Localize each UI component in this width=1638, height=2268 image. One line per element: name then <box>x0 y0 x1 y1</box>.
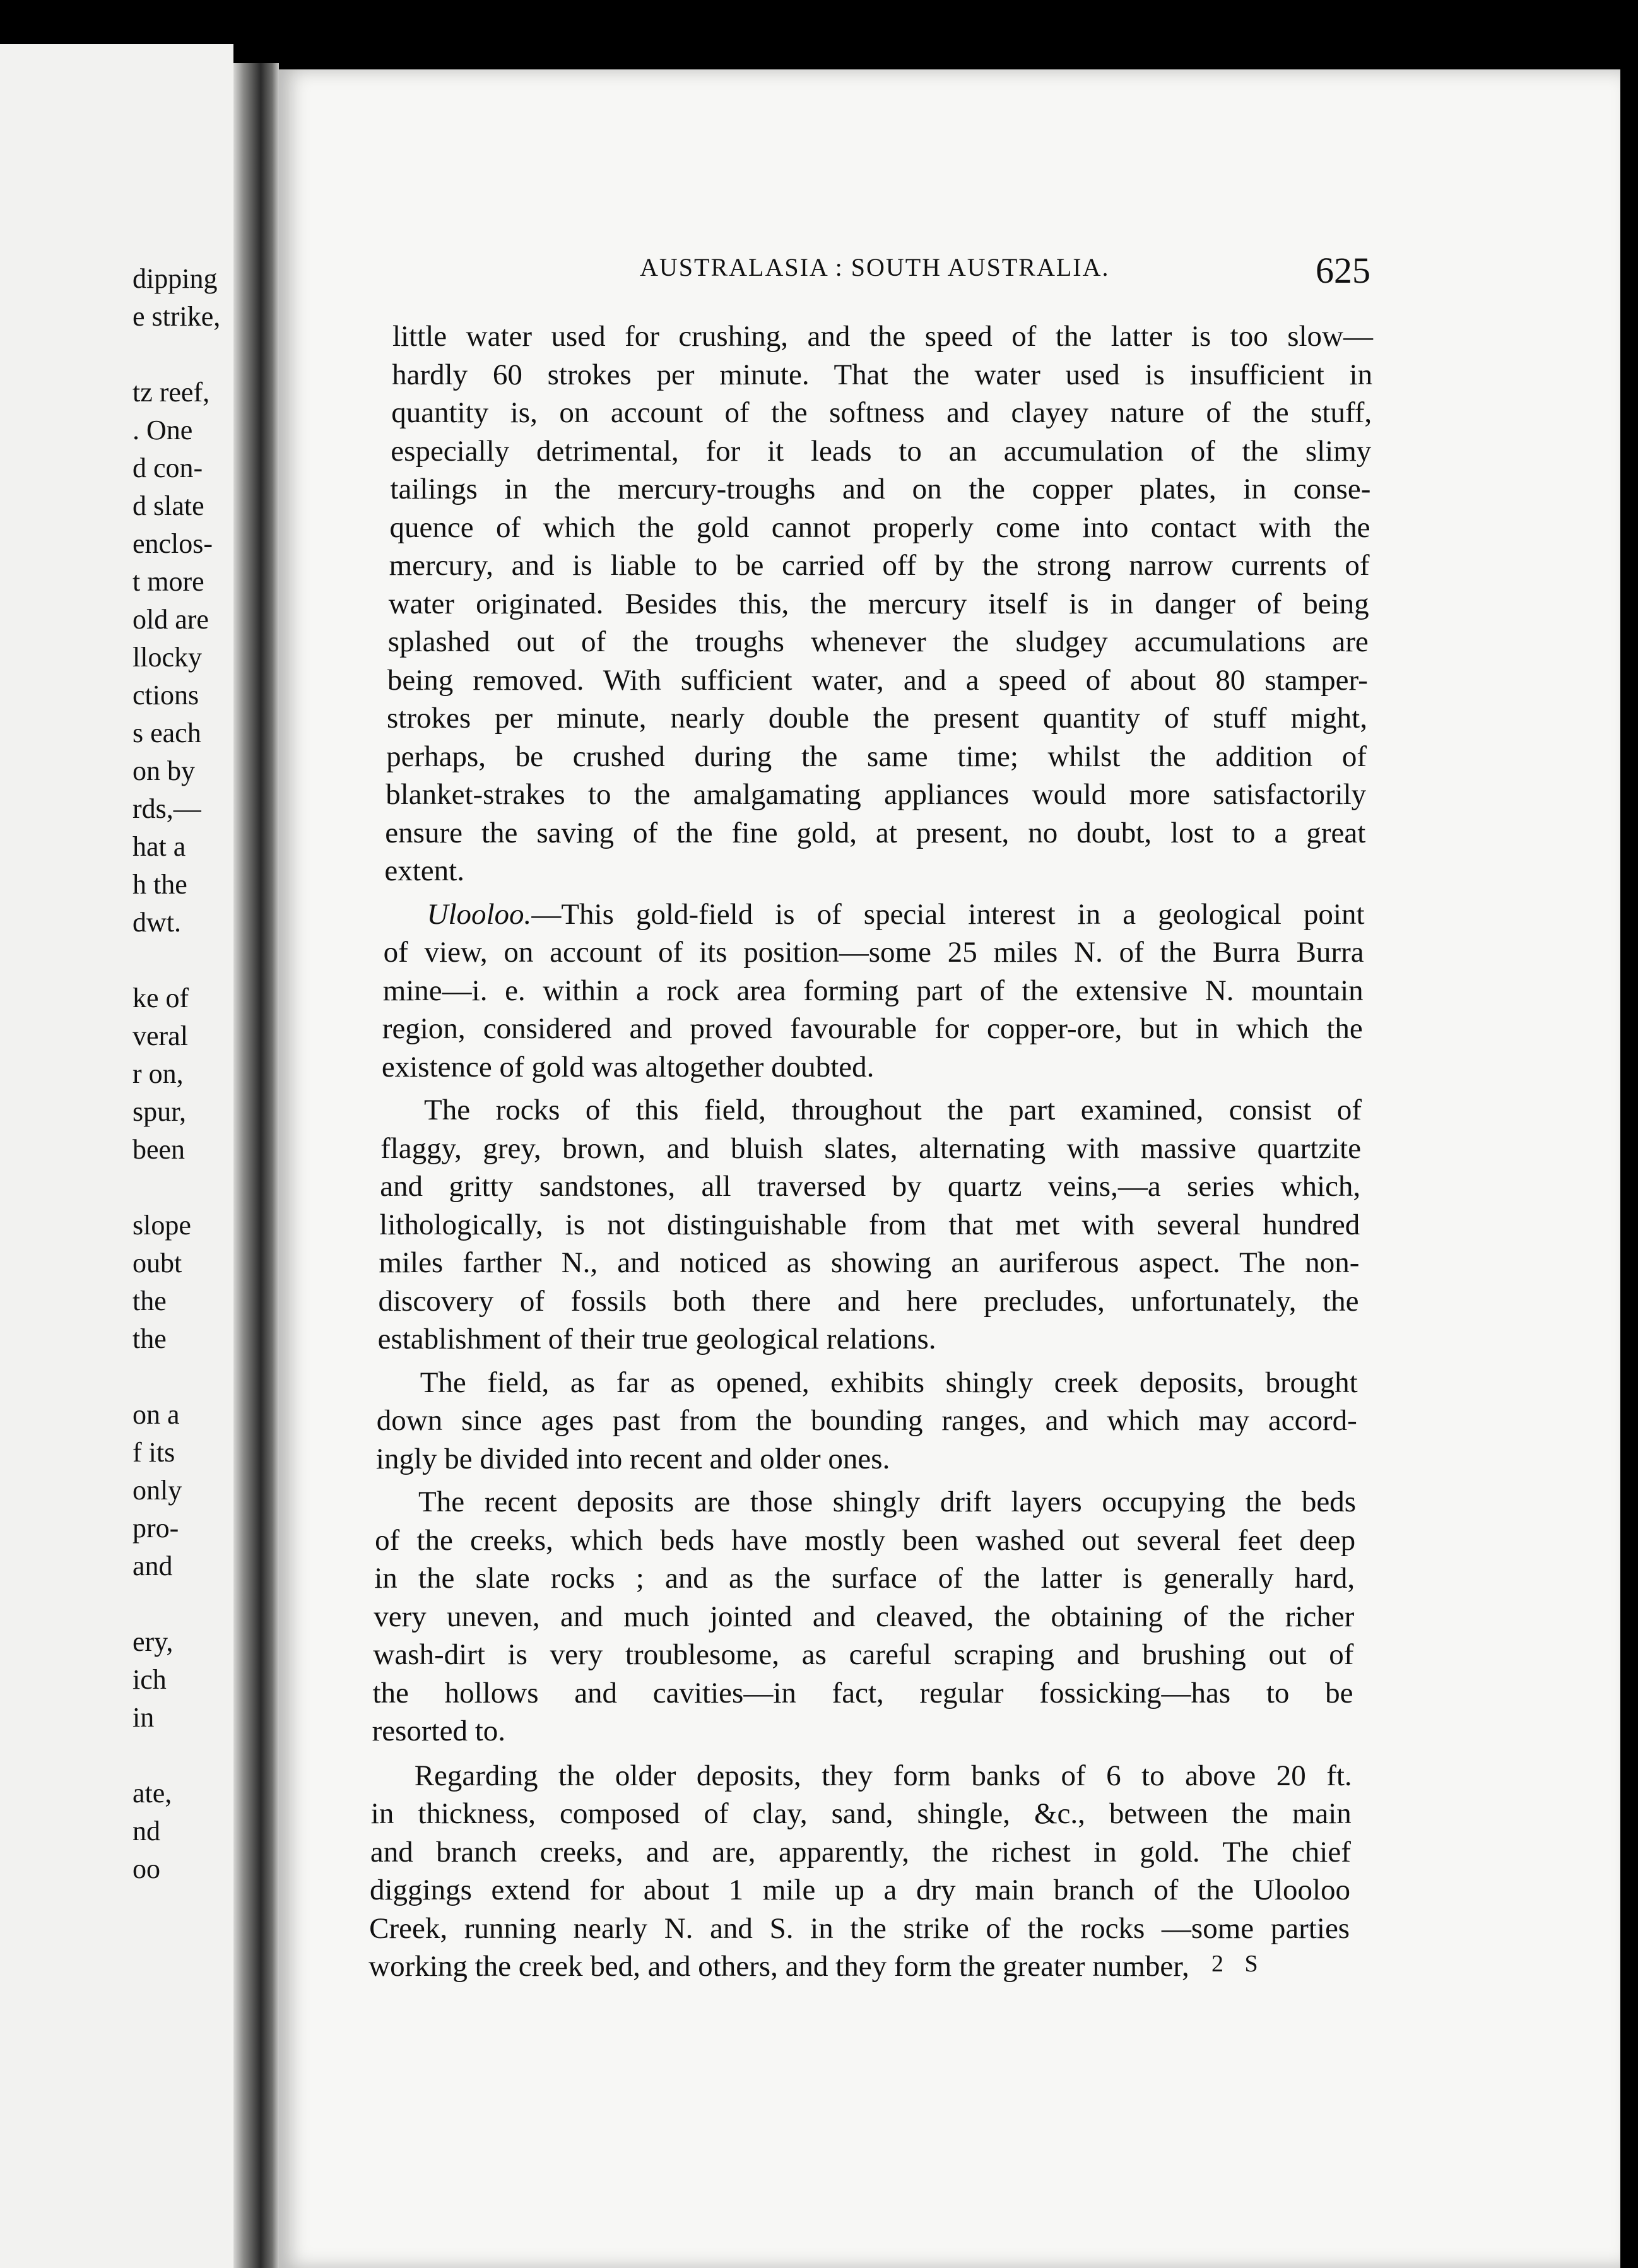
facing-page-line: f its <box>133 1437 175 1468</box>
facing-page-line: ich <box>133 1664 167 1695</box>
text-line: the hollows and cavities—in fact, regular fossicking—has to be <box>372 1676 1353 1710</box>
facing-page-fragment <box>0 44 233 2268</box>
text-line: being removed. With sufficient water, and a speed of about 80 stamper- <box>387 663 1368 697</box>
text-line: mercury, and is liable to be carried off by the strong narrow currents of <box>389 549 1370 582</box>
text-line: miles farther N., and noticed as showing an auriferous aspect. The non- <box>379 1246 1360 1279</box>
text-line: quantity is, on account of the softness and clayey nature of the stuff, <box>391 396 1372 429</box>
text-line: ensure the saving of the fine gold, at present, no doubt, lost to a great <box>385 816 1366 849</box>
facing-page-line: the <box>133 1285 167 1316</box>
text-line: The recent deposits are those shingly drift layers occupying the beds <box>418 1485 1356 1518</box>
facing-page-line: d slate <box>133 490 204 521</box>
text-line: working the creek bed, and others, and they form the greater number, <box>368 1950 1189 1983</box>
text-line: hardly 60 strokes per minute. That the water used is insufficient in <box>392 358 1373 391</box>
text-line: and gritty sandstones, all traversed by quartz veins,—a series which, <box>380 1170 1361 1203</box>
section-title: Ulooloo. <box>427 897 532 931</box>
text-line: Creek, running nearly N. and S. in the strike of the rocks —some parties <box>369 1911 1350 1945</box>
facing-page-line: r on, <box>133 1058 184 1089</box>
running-head: AUSTRALASIA : SOUTH AUSTRALIA. <box>640 253 1110 281</box>
facing-page-line: e strike, <box>133 301 221 332</box>
facing-page-line: ery, <box>133 1626 174 1657</box>
text-line: extent. <box>384 854 464 887</box>
facing-page-line: dipping <box>133 263 218 294</box>
facing-page-line: and <box>133 1550 173 1581</box>
text-line: in the slate rocks ; and as the surface of the latter is generally hard, <box>374 1562 1355 1595</box>
text-line: of view, on account of its position—some 25 miles N. of the Burra Burra <box>383 936 1364 969</box>
text-line: existence of gold was altogether doubted. <box>381 1050 875 1084</box>
text-line: in thickness, composed of clay, sand, shingle, &c., between the main <box>370 1797 1352 1830</box>
text-line <box>427 897 1365 931</box>
text-line: wash-dirt is very troublesome, as careful scraping and brushing out of <box>373 1638 1354 1671</box>
text-line: blanket-strakes to the amalgamating appliances would more satisfactorily <box>386 778 1367 811</box>
text-line: resorted to. <box>372 1715 506 1747</box>
facing-page-line: spur, <box>133 1096 187 1127</box>
book-gutter <box>233 63 279 2268</box>
text-line: flaggy, grey, brown, and bluish slates, alternating with massive quartzite <box>380 1131 1362 1165</box>
text-line: ingly be divided into recent and older ones. <box>375 1442 890 1475</box>
facing-page-line: llocky <box>133 642 202 673</box>
text-line: The rocks of this field, throughout the part examined, consist of <box>424 1094 1362 1126</box>
text-line: very uneven, and much jointed and cleaved, the obtaining of the richer <box>374 1600 1355 1633</box>
text-line: diggings extend for about 1 mile up a dry main branch of the Ulooloo <box>370 1874 1350 1906</box>
facing-page-line: . One <box>133 415 193 446</box>
facing-page-line: oo <box>133 1853 160 1884</box>
facing-page-line: dwt. <box>133 907 181 938</box>
text-line: splashed out of the troughs whenever the sludgey accumulations are <box>387 625 1369 658</box>
facing-page-line: ate, <box>133 1778 172 1809</box>
text-line: lithologically, is not distinguishable from that met with several hundred <box>379 1208 1360 1241</box>
text-line: Regarding the older deposits, they form banks of 6 to above 20 ft. <box>414 1759 1352 1792</box>
text-line: mine—i. e. within a rock area forming part of the extensive N. mountain <box>382 974 1364 1007</box>
facing-page-line: only <box>133 1475 182 1506</box>
text-line: The field, as far as opened, exhibits shingly creek deposits, brought <box>420 1366 1358 1399</box>
facing-page-line: in <box>133 1702 155 1733</box>
facing-page-line: on a <box>133 1399 180 1430</box>
text-line: strokes per minute, nearly double the present quantity of stuff might, <box>387 702 1367 735</box>
text-line: establishment of their true geological relations. <box>377 1323 936 1355</box>
facing-page-line: rds,— <box>133 793 201 824</box>
facing-page-line: tz reef, <box>133 377 210 408</box>
facing-page-line: s each <box>133 718 201 748</box>
text-line: discovery of fossils both there and here precludes, unfortunately, the <box>378 1284 1359 1318</box>
text-line: region, considered and proved favourable for copper-ore, but in which the <box>382 1012 1363 1045</box>
text-line: and branch creeks, and are, apparently, the richest in gold. The chief <box>370 1835 1351 1869</box>
facing-page-line: oubt <box>133 1248 182 1279</box>
text-line: tailings in the mercury-troughs and on the copper plates, in conse- <box>390 473 1371 505</box>
facing-page-line: been <box>133 1134 186 1165</box>
text-line: water originated. Besides this, the mercury itself is in danger of being <box>388 587 1369 620</box>
facing-page-line: enclos- <box>133 528 213 559</box>
text-line: quence of which the gold cannot properly come into contact with the <box>389 511 1370 544</box>
text-line-content: —This gold-field is of special interest in a geological point <box>531 897 1365 931</box>
text-line: down since ages past from the bounding ranges, and which may accord- <box>376 1404 1357 1437</box>
text-line: little water used for crushing, and the speed of the latter is too slow— <box>392 320 1373 353</box>
facing-page-line: on by <box>133 755 195 786</box>
text-line: of the creeks, which beds have mostly been washed out several feet deep <box>375 1523 1356 1557</box>
text-line: especially detrimental, for it leads to an accumulation of the slimy <box>391 434 1372 468</box>
facing-page-line: hat a <box>133 831 186 862</box>
facing-page-line: ke of <box>133 983 189 1013</box>
facing-page-line: t more <box>133 566 204 597</box>
facing-page-line: the <box>133 1323 167 1354</box>
facing-page-line: slope <box>133 1210 191 1241</box>
facing-page-line: ctions <box>133 680 199 711</box>
facing-page-line: old are <box>133 604 209 635</box>
facing-page-line: pro- <box>133 1513 179 1544</box>
text-line: perhaps, be crushed during the same time; whilst the addition of <box>386 740 1367 773</box>
page-number: 625 <box>1316 250 1370 291</box>
facing-page-line: nd <box>133 1816 160 1846</box>
signature-mark: 2 S <box>1211 1951 1266 1977</box>
facing-page-line: h the <box>133 869 187 900</box>
facing-page-line: veral <box>133 1020 188 1051</box>
facing-page-line: d con- <box>133 452 203 483</box>
